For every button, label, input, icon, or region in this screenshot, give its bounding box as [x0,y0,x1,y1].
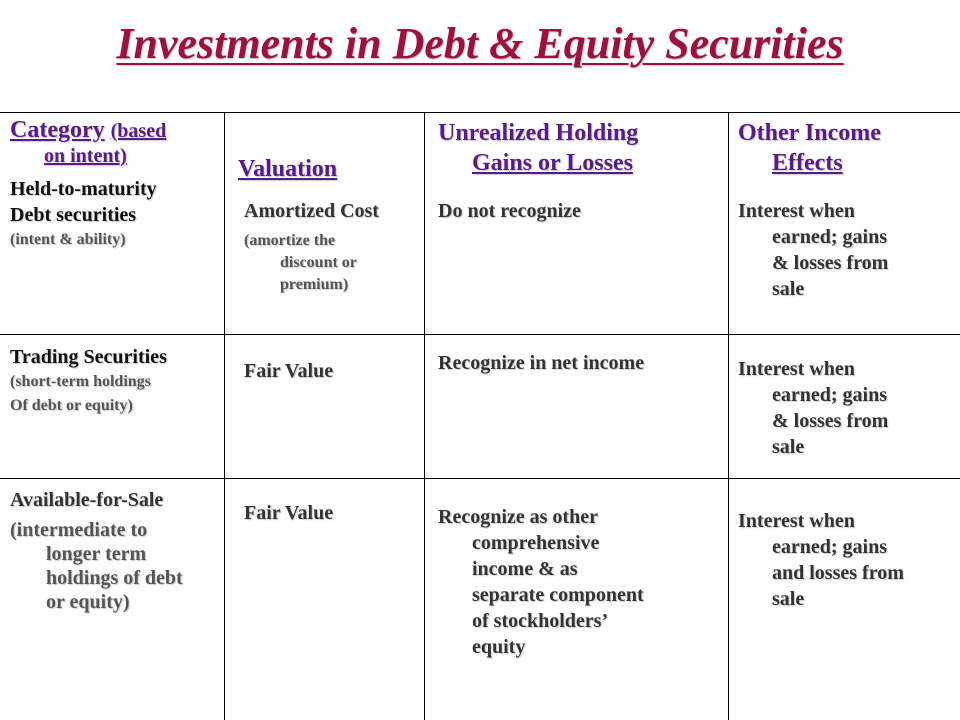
row1-category-note: (intent & ability) [10,231,126,248]
row2-category-note: Of debt or equity) [10,397,133,414]
row2-valuation [244,358,333,384]
row1-valuation [244,198,426,296]
other-header [738,118,958,178]
row3-unrealized [438,504,726,660]
row3-unrealized-line: comprehensive [472,532,600,554]
other-header-line: Other Income [738,120,881,146]
row1-other [738,198,958,302]
row2-category-note: (short-term holdings [10,373,151,390]
category-label: Category [10,117,105,143]
category-note-2: on intent) [44,145,127,167]
row3-category-note: or equity) [46,591,130,613]
row2-unrealized [438,350,644,376]
row3-unrealized-line: equity [472,636,526,658]
row2-other [738,356,958,460]
row2-other-line: & losses from [772,410,889,432]
row2-category-line: Trading Securities [10,346,167,368]
row3-category-note: holdings of debt [46,567,183,589]
row3-category [10,488,224,614]
row1-other-line: earned; gains [772,226,887,248]
valuation-header [238,154,337,184]
row1-valuation-note: (amortize the [244,232,336,249]
row3-category-line: Available-for-Sale [10,489,164,511]
row2-valuation-value: Fair Value [244,360,334,382]
row-divider-2 [0,478,960,479]
category-note: (based [110,120,167,142]
row2-category [10,344,224,418]
row3-unrealized-line: separate component [472,584,644,606]
row1-other-line: Interest when [738,200,855,222]
row3-valuation-value: Fair Value [244,502,334,524]
column-divider-1 [224,112,225,720]
row3-category-note: longer term [46,543,147,565]
unrealized-header-line: Unrealized Holding [438,120,639,146]
row3-other [738,508,958,612]
row3-other-line: and losses from [772,562,904,584]
row3-unrealized-line: income & as [472,558,578,580]
row3-category-note: (intermediate to [10,519,148,541]
row1-category-line: Held-to-maturity [10,178,157,200]
row3-other-line: sale [772,588,805,610]
row3-other-line: Interest when [738,510,855,532]
row3-unrealized-line: of stockholders’ [472,610,609,632]
valuation-label: Valuation [238,156,338,182]
row1-valuation-value: Amortized Cost [244,200,379,222]
row1-unrealized-value: Do not recognize [438,200,581,222]
other-header-line: Effects [772,150,843,176]
page-title: Investments in Debt & Equity Securities [116,19,844,68]
category-header [10,116,222,167]
row1-category [10,176,222,252]
row1-unrealized [438,198,581,224]
row1-other-line: & losses from [772,252,889,274]
row1-valuation-note: discount or [280,254,357,271]
row3-other-line: earned; gains [772,536,887,558]
row-divider-1 [0,334,960,335]
row1-category-line: Debt securities [10,204,137,226]
row2-other-line: sale [772,436,805,458]
row3-unrealized-line: Recognize as other [438,506,598,528]
row3-valuation [244,500,333,526]
column-divider-3 [728,112,729,720]
unrealized-header [438,118,726,178]
table-top-border [0,112,960,113]
row2-other-line: earned; gains [772,384,887,406]
unrealized-header-line: Gains or Losses [472,150,633,176]
row2-unrealized-value: Recognize in net income [438,352,645,374]
row1-other-line: sale [772,278,805,300]
row2-other-line: Interest when [738,358,855,380]
row1-valuation-note: premium) [280,276,349,293]
